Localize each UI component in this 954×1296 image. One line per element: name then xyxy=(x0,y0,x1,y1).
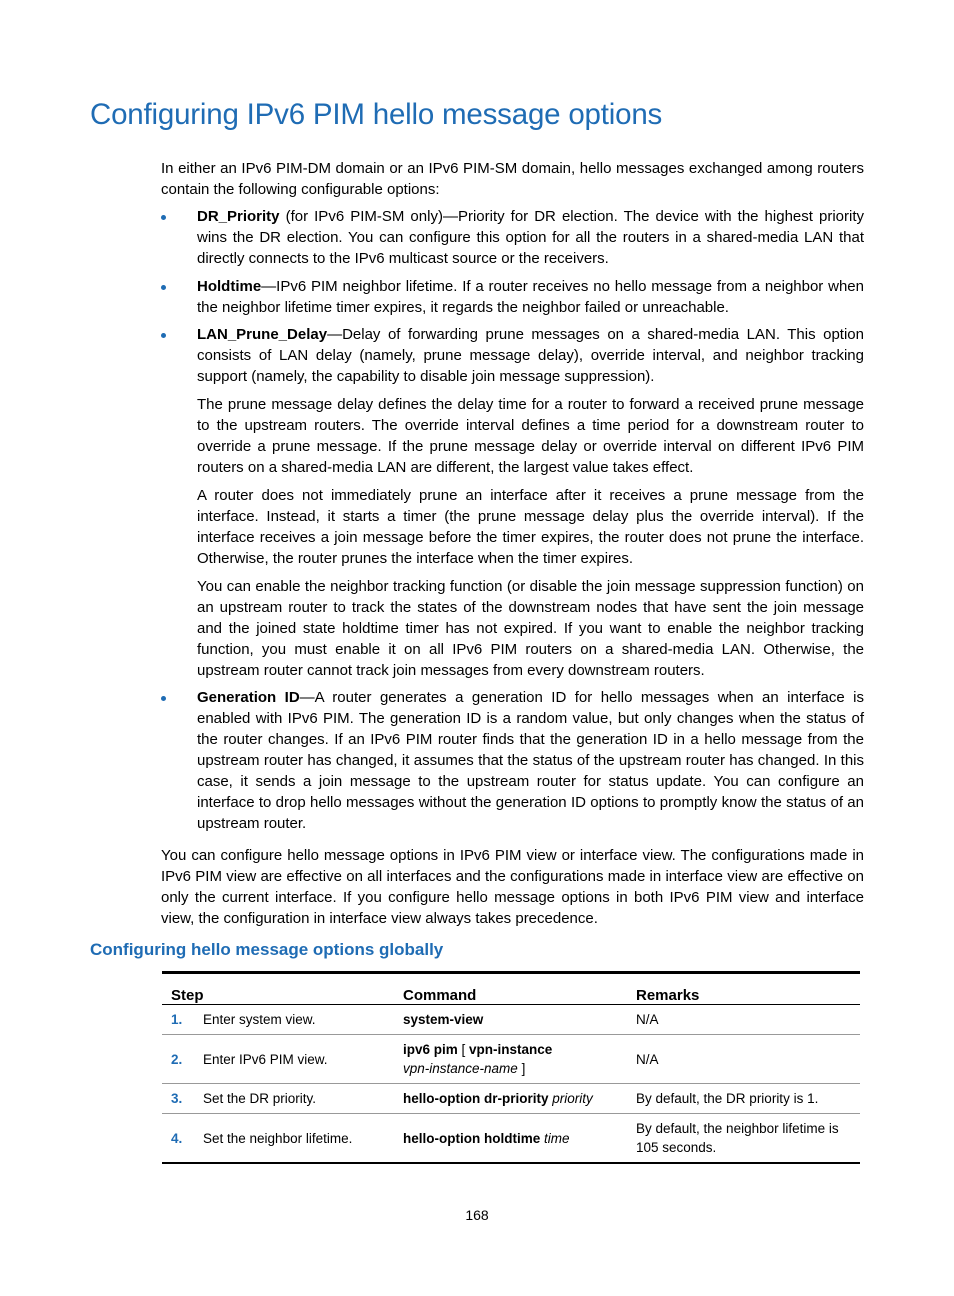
step-number: 2. xyxy=(171,1051,183,1067)
bullet-holdtime xyxy=(161,276,864,318)
bullet-term: LAN_Prune_Delay xyxy=(197,326,328,343)
command-keyword: hello-option holdtime xyxy=(403,1130,541,1146)
step-description: Enter IPv6 PIM view. xyxy=(203,1051,328,1067)
bullet-term: Holdtime xyxy=(197,278,262,295)
step-number: 1. xyxy=(171,1012,183,1027)
remarks-cell: N/A xyxy=(627,1005,860,1035)
header-step: Step xyxy=(162,973,394,1005)
command-keyword: hello-option dr-priority xyxy=(403,1091,549,1106)
table-row xyxy=(162,1084,860,1114)
bullet-dot-icon xyxy=(161,333,166,338)
command-argument: time xyxy=(544,1130,570,1146)
lan-prune-paragraph-2: A router does not immediately prune an interface after it receives a prune message from the interface. Instead, it starts a timer (the prune message delay plus the override interval). If the interface receives a join message before the timer expires, the router does not prune the interface. Otherwise, the router prunes the interface when the timer expires. xyxy=(197,487,864,567)
table-row xyxy=(162,1005,860,1035)
table-row xyxy=(162,1035,860,1084)
command-keyword: system-view xyxy=(403,1012,484,1027)
bullet-dot-icon xyxy=(161,696,166,701)
command-bracket-open: [ xyxy=(457,1042,470,1057)
intro-paragraph: In either an IPv6 PIM-DM domain or an IPv6 PIM-SM domain, hello messages exchanged among routers contain the following configurable options: xyxy=(161,160,864,198)
page-number: 168 xyxy=(465,1207,489,1223)
bullet-dr-priority xyxy=(161,206,864,269)
table-row xyxy=(162,1114,860,1164)
step-description: Set the neighbor lifetime. xyxy=(203,1130,353,1146)
step-description: Set the DR priority. xyxy=(203,1091,317,1106)
header-command: Command xyxy=(394,973,627,1005)
lan-prune-paragraph-3: You can enable the neighbor tracking function (or disable the join message suppression function) on an upstream router to track the states of the downstream nodes that have sent the join message and the joined state holdtime timer has not expired. If you want to enable the neighbor tracking function, you must enable it on all IPv6 PIM routers on a shared-media LAN. Otherwise, the upstream router cannot track join messages from every downstream routers. xyxy=(197,578,864,679)
command-argument: vpn-instance-name xyxy=(403,1061,518,1076)
bullet-text: —Delay of forwarding prune messages on a shared-media LAN. This option consists of LAN delay (namely, prune message delay), override interval, and neighbor tracking support (namely, the capability to disable join message suppression). xyxy=(197,326,864,385)
lan-prune-paragraph-1: The prune message delay defines the delay time for a router to forward a received prune message to the upstream routers. The override interval defines a time period for a downstream router to override a prune message. If the prune message delay or override interval on different IPv6 PIM routers on a shared-media LAN are different, the largest value takes effect. xyxy=(197,396,864,476)
remarks-cell: By default, the neighbor lifetime is 105 seconds. xyxy=(627,1114,860,1164)
table-header-row xyxy=(162,973,860,1005)
command-keyword: ipv6 pim xyxy=(403,1042,458,1057)
command-argument: priority xyxy=(552,1091,593,1106)
step-description: Enter system view. xyxy=(203,1012,316,1027)
bullet-dot-icon xyxy=(161,215,166,220)
step-number: 3. xyxy=(171,1091,183,1106)
steps-table xyxy=(162,971,860,1164)
command-bracket-close: ] xyxy=(517,1061,526,1076)
bullet-term: DR_Priority xyxy=(197,208,280,225)
header-remarks: Remarks xyxy=(627,973,860,1005)
command-keyword-2: vpn-instance xyxy=(469,1042,553,1057)
closing-paragraph: You can configure hello message options in IPv6 PIM view or interface view. The configurations made in IPv6 PIM view are effective on all interfaces and the configurations made in interface view are effective on only the current interface. If you configure hello message options in both IPv6 PIM view and interface view, the configuration in interface view always takes precedence. xyxy=(161,847,864,927)
remarks-cell: By default, the DR priority is 1. xyxy=(627,1084,860,1114)
remarks-cell: N/A xyxy=(627,1035,860,1084)
section-heading: Configuring hello message options globally xyxy=(90,940,444,959)
bullet-text: —IPv6 PIM neighbor lifetime. If a router receives no hello message from a neighbor when the neighbor lifetime timer expires, it regards the neighbor failed or unreachable. xyxy=(197,278,864,316)
bullet-lan-prune-delay xyxy=(161,324,864,387)
step-number: 4. xyxy=(171,1130,183,1146)
bullet-text: (for IPv6 PIM-SM only)—Priority for DR election. The device with the highest priority wins the DR election. You can configure this option for all the routers in a shared-media LAN that directly connects to the IPv6 multicast source or the receivers. xyxy=(197,208,864,267)
bullet-term: Generation ID xyxy=(197,689,300,706)
bullet-dot-icon xyxy=(161,285,166,290)
page-title: Configuring IPv6 PIM hello message options xyxy=(90,98,663,131)
bullet-text: —A router generates a generation ID for hello messages when an interface is enabled with IPv6 PIM. The generation ID is a random value, but only changes when the status of the router changes. If an IPv6 PIM router finds that the generation ID in a hello message from the upstream router has changed, it assumes that the status of the upstream router has changed. In this case, it sends a join message to the upstream router for status update. You can configure an interface to drop hello messages without the generation ID options to promptly know the status of an upstream router. xyxy=(197,689,864,832)
bullet-generation-id xyxy=(161,687,864,834)
